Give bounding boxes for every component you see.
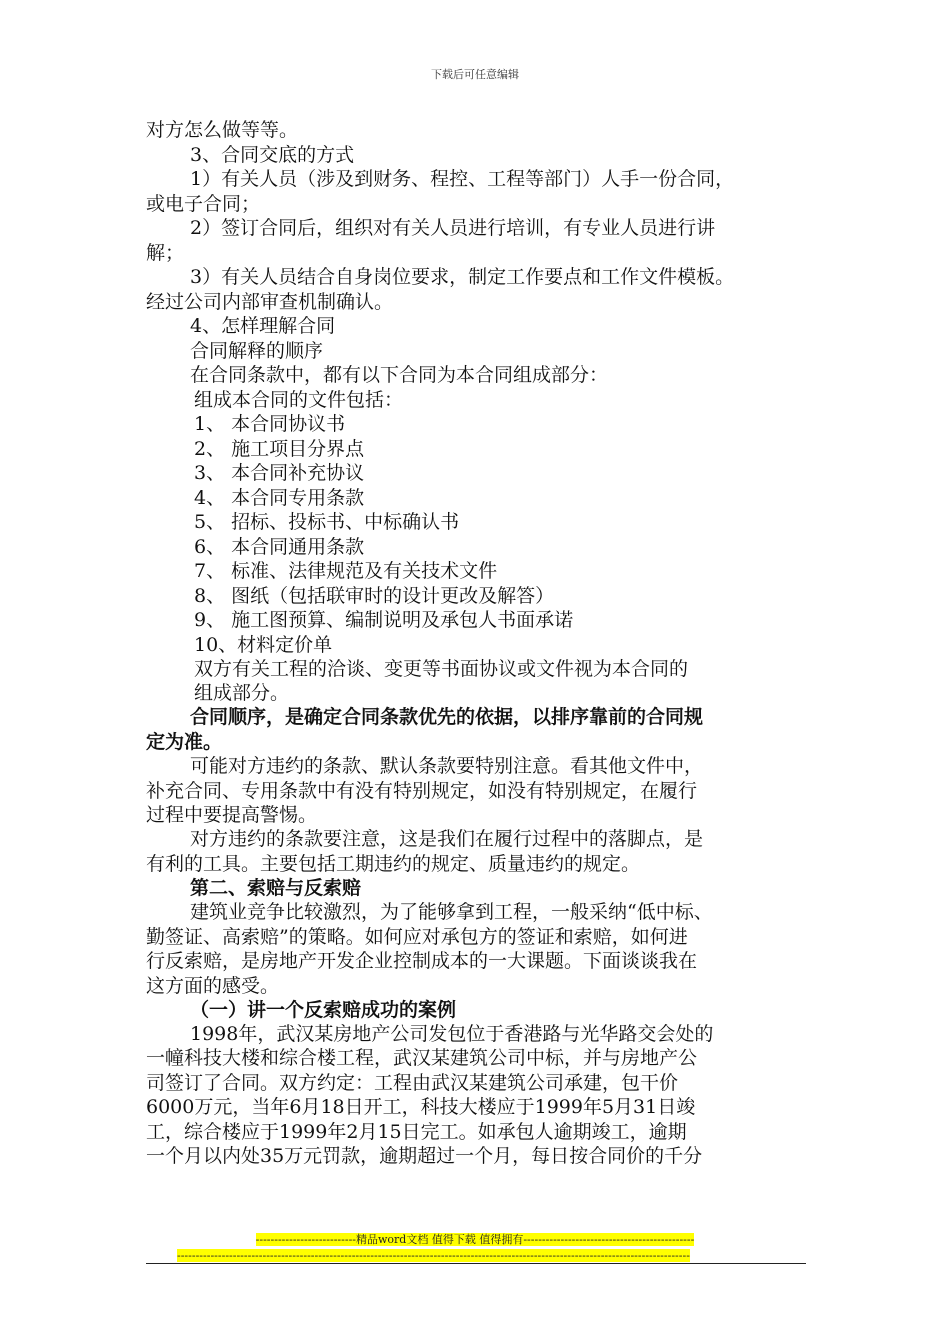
text-line: 解； [146, 242, 185, 264]
text-line: 4、怎样理解合同 [190, 315, 336, 337]
text-line: 或电子合同； [146, 193, 261, 215]
text-line: 1998年，武汉某房地产公司发包位于香港路与光华路交会处的 [190, 1023, 714, 1045]
text-line: 2）签订合同后，组织对有关人员进行培训，有专业人员进行讲 [190, 217, 716, 239]
text-line: 1、 本合同协议书 [194, 413, 346, 435]
text-line: 有利的工具。主要包括工期违约的规定、质量违约的规定。 [146, 853, 641, 875]
text-line: （一）讲一个反索赔成功的案例 [190, 999, 457, 1021]
text-line: 这方面的感受。 [146, 975, 280, 997]
text-line: 2、 施工项目分界点 [194, 438, 365, 460]
text-line: 可能对方违约的条款、默认条款要特别注意。看其他文件中， [190, 755, 704, 777]
text-line: 10、材料定价单 [194, 634, 333, 656]
text-line: 对方违约的条款要注意，这是我们在履行过程中的落脚点，是 [190, 828, 704, 850]
text-line: 组成本合同的文件包括： [194, 389, 404, 411]
text-line: 对方怎么做等等。 [146, 119, 299, 141]
text-line: 9、 施工图预算、编制说明及承包人书面承诺 [194, 609, 574, 631]
text-line: 行反索赔，是房地产开发企业控制成本的一大课题。下面谈谈我在 [146, 950, 698, 972]
page-header: 下载后可任意编辑 [431, 68, 519, 81]
text-line: 4、 本合同专用条款 [194, 487, 365, 509]
text-line: 一幢科技大楼和综合楼工程，武汉某建筑公司中标，并与房地产公 [146, 1047, 698, 1069]
footer-dashes [177, 1244, 777, 1263]
text-line: 工，综合楼应于1999年2月15日完工。如承包人逾期竣工，逾期 [146, 1121, 687, 1143]
text-line: 5、 招标、投标书、中标确认书 [194, 511, 460, 533]
text-line: 合同顺序，是确定合同条款优先的依据，以排序靠前的合同规 [190, 706, 704, 728]
text-line: 司签订了合同。双方约定：工程由武汉某建筑公司承建，包干价 [146, 1072, 679, 1094]
footer-rule [146, 1263, 806, 1264]
text-line: 3、 本合同补充协议 [194, 462, 365, 484]
text-line: 建筑业竞争比较激烈，为了能够拿到工程，一般采纳“低中标、 [190, 901, 713, 923]
text-line: 6、 本合同通用条款 [194, 536, 365, 558]
text-line: 定为准。 [146, 731, 223, 753]
text-line: 6000万元，当年6月18日开工，科技大楼应于1999年5月31日竣 [146, 1096, 696, 1118]
text-line: 3）有关人员结合自身岗位要求，制定工作要点和工作文件模板。 [190, 266, 735, 288]
footer-dashes-text: ------------------------------------------------------------------------------------------------------------------------------------------ [177, 1249, 690, 1262]
text-line: 补充合同、专用条款中有没有特别规定，如没有特别规定，在履行 [146, 780, 698, 802]
text-line: 1）有关人员（涉及到财务、程控、工程等部门）人手一份合同， [190, 168, 735, 190]
text-line: 勤签证、高索赔”的策略。如何应对承包方的签证和索赔，如何进 [146, 926, 688, 948]
text-line: 3、合同交底的方式 [190, 144, 355, 166]
text-line: 在合同条款中，都有以下合同为本合同组成部分： [190, 364, 609, 386]
text-line: 合同解释的顺序 [190, 340, 324, 362]
footer-banner-text: ---------------------------精品word文档 值得下载 值得拥有---------------------------------------------- [255, 1233, 695, 1246]
text-line: 经过公司内部审查机制确认。 [146, 291, 394, 313]
text-line: 组成部分。 [194, 682, 290, 704]
text-line: 7、 标准、法律规范及有关技术文件 [194, 560, 498, 582]
text-line: 8、 图纸（包括联审时的设计更改及解答） [194, 585, 555, 607]
text-line: 一个月以内处35万元罚款，逾期超过一个月，每日按合同价的千分 [146, 1145, 703, 1167]
text-line: 过程中要提高警惕。 [146, 804, 318, 826]
text-line: 第二、索赔与反索赔 [190, 877, 362, 899]
text-line: 双方有关工程的洽谈、变更等书面协议或文件视为本合同的 [194, 658, 689, 680]
